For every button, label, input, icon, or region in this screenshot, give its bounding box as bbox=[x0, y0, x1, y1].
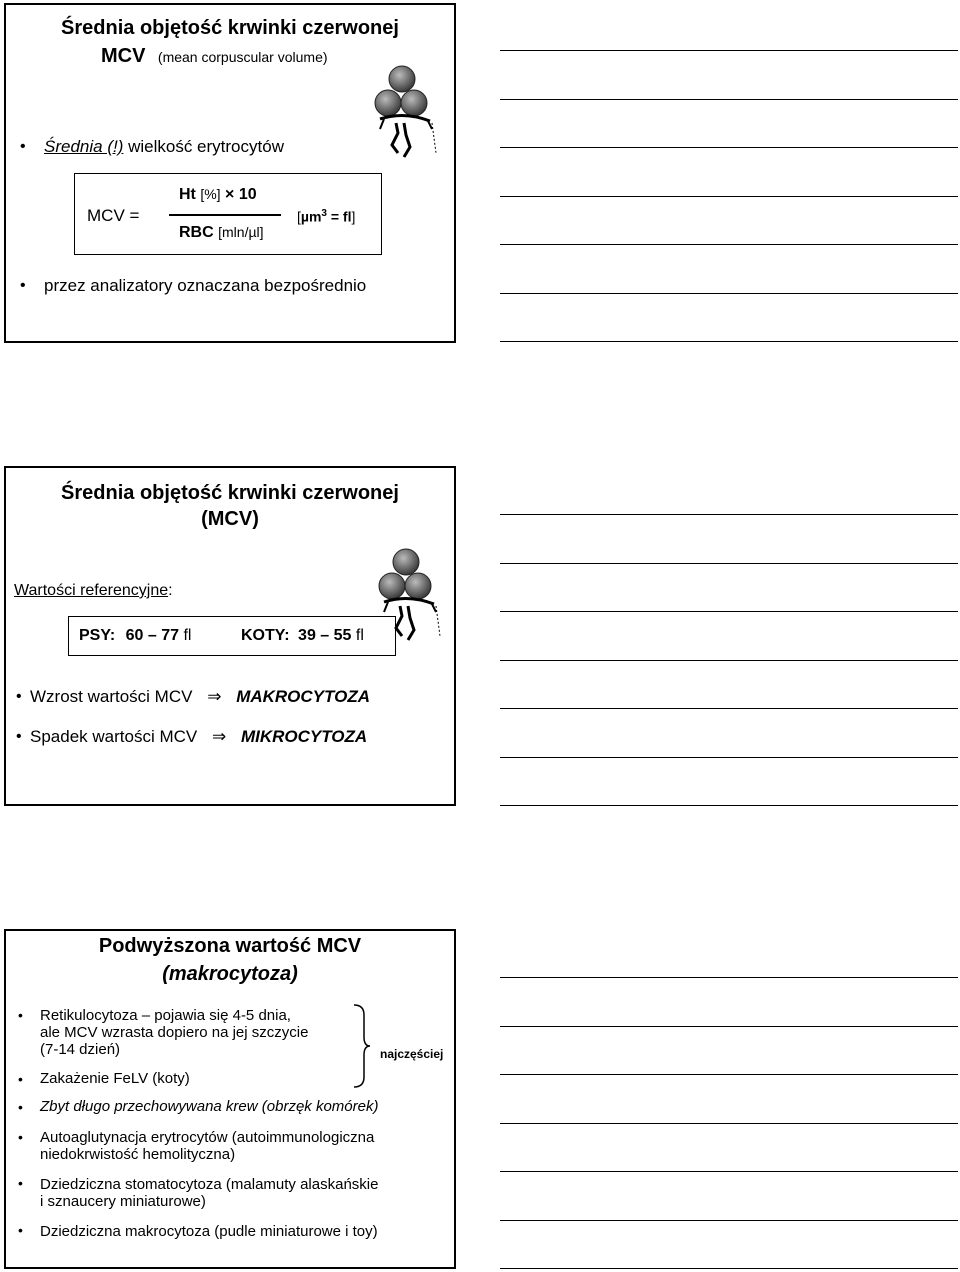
bullet-stored-blood: Zbyt długo przechowywana krew (obrzęk komórek) bbox=[40, 1098, 379, 1115]
bullet-analyzers: przez analizatory oznaczana bezpośrednio bbox=[44, 276, 367, 295]
bullet-marker: • bbox=[18, 1222, 23, 1238]
increase-text: Wzrost wartości MCV bbox=[30, 687, 193, 706]
reference-values-box bbox=[68, 616, 396, 656]
note-line bbox=[500, 341, 958, 342]
decrease-row bbox=[30, 727, 367, 747]
unit-open: [ bbox=[297, 208, 301, 225]
formula-rbc-unit: [mln/µl] bbox=[218, 224, 264, 240]
formula-denominator bbox=[179, 224, 264, 242]
macrocytosis-label: MAKROCYTOZA bbox=[236, 687, 370, 706]
formula-box bbox=[74, 173, 382, 255]
reticulocytosis-line-1: Retikulocytoza – pojawia się 4-5 dnia, bbox=[40, 1007, 291, 1024]
note-line bbox=[500, 1123, 958, 1124]
increase-row bbox=[30, 687, 370, 707]
note-line bbox=[500, 1171, 958, 1172]
formula-rbc: RBC bbox=[179, 224, 214, 241]
formula-lhs: MCV = bbox=[87, 206, 140, 225]
note-line bbox=[500, 1026, 958, 1027]
note-line bbox=[500, 244, 958, 245]
formula-numerator bbox=[179, 186, 257, 204]
rbc-illustration-icon bbox=[374, 63, 446, 163]
bullet-felv: Zakażenie FeLV (koty) bbox=[40, 1070, 190, 1087]
cat-unit: fl bbox=[355, 627, 364, 644]
bullet-average-size bbox=[44, 137, 284, 157]
note-line bbox=[500, 147, 958, 148]
reticulocytosis-line-3: (7-14 dzień) bbox=[40, 1041, 121, 1058]
mcv-full-name: (mean corpuscular volume) bbox=[157, 49, 328, 65]
note-line bbox=[500, 1268, 958, 1269]
bullet-marker: • bbox=[18, 1099, 23, 1115]
slide-subtitle bbox=[101, 45, 328, 68]
formula-unit bbox=[297, 208, 355, 225]
note-line bbox=[500, 293, 958, 294]
bullet-marker: • bbox=[20, 138, 26, 155]
dog-label: PSY: bbox=[79, 627, 116, 644]
decrease-text: Spadek wartości MCV bbox=[30, 727, 198, 746]
autoagglutination-line-2: niedokrwistość hemolityczna) bbox=[40, 1146, 236, 1163]
bullet-reticulocytosis bbox=[40, 1007, 308, 1058]
curly-brace-icon bbox=[352, 1003, 372, 1089]
dog-range: 60 – 77 bbox=[125, 627, 179, 644]
slide-title: Średnia objętość krwinki czerwonej bbox=[61, 17, 399, 39]
bullet-marker: • bbox=[18, 1071, 23, 1087]
dog-unit: fl bbox=[183, 627, 192, 644]
stomatocytosis-line-1: Dziedziczna stomatocytoza (malamuty alaskańskie bbox=[40, 1176, 379, 1193]
bullet-marker: • bbox=[20, 277, 26, 294]
note-line bbox=[500, 977, 958, 978]
bullet-hereditary-macrocytosis: Dziedziczna makrocytoza (pudle miniaturowe i toy) bbox=[40, 1223, 378, 1240]
note-line bbox=[500, 99, 958, 100]
unit-close: ] bbox=[351, 208, 356, 225]
unit-sup: 3 bbox=[321, 208, 327, 219]
reticulocytosis-line-2: ale MCV wzrasta dopiero na jej szczycie bbox=[40, 1024, 309, 1041]
reference-label-text: Wartości referencyjne bbox=[14, 582, 169, 599]
note-line bbox=[500, 611, 958, 612]
most-often-note: najczęściej bbox=[380, 1047, 444, 1061]
dog-reference bbox=[79, 627, 191, 645]
slide-2 bbox=[4, 466, 456, 806]
slide-title: Podwyższona wartość MCV bbox=[98, 935, 362, 957]
bullet-stomatocytosis bbox=[40, 1176, 378, 1210]
note-line bbox=[500, 1074, 958, 1075]
formula-times: × 10 bbox=[225, 186, 257, 203]
note-line bbox=[500, 196, 958, 197]
formula-ht-unit: [%] bbox=[200, 186, 221, 202]
note-line bbox=[500, 805, 958, 806]
reference-label-colon: : bbox=[168, 582, 173, 599]
slide-title-abbrev: (MCV) bbox=[201, 508, 259, 530]
autoagglutination-line-1: Autoaglutynacja erytrocytów (autoimmunologiczna bbox=[40, 1129, 375, 1146]
note-line bbox=[500, 1220, 958, 1221]
bullet-marker: • bbox=[16, 728, 22, 745]
bullet-autoagglutination bbox=[40, 1129, 374, 1163]
note-line bbox=[500, 708, 958, 709]
unit-fl: = fl bbox=[326, 208, 352, 225]
implies-arrow-icon: ⇒ bbox=[207, 687, 222, 706]
mcv-abbrev: MCV bbox=[101, 45, 146, 67]
formula-ht: Ht bbox=[179, 186, 196, 203]
slide-subtitle: (makrocytoza) bbox=[162, 963, 298, 985]
bullet-marker: • bbox=[18, 1175, 23, 1191]
note-line bbox=[500, 660, 958, 661]
average-rest: wielkość erytrocytów bbox=[123, 137, 284, 156]
slide-3 bbox=[4, 929, 456, 1269]
note-line bbox=[500, 757, 958, 758]
bullet-marker: • bbox=[18, 1129, 23, 1145]
cat-range: 39 – 55 bbox=[298, 627, 352, 644]
unit-um: µm bbox=[300, 208, 322, 225]
microcytosis-label: MIKROCYTOZA bbox=[240, 727, 368, 746]
average-underlined: Średnia (!) bbox=[44, 137, 124, 156]
reference-values-label bbox=[14, 582, 173, 600]
fraction-bar bbox=[169, 214, 281, 216]
bullet-marker: • bbox=[18, 1007, 23, 1023]
implies-arrow-icon: ⇒ bbox=[211, 727, 227, 746]
note-line bbox=[500, 514, 958, 515]
note-line bbox=[500, 563, 958, 564]
stomatocytosis-line-2: i sznaucery miniaturowe) bbox=[40, 1193, 206, 1210]
cat-reference bbox=[241, 627, 364, 645]
cat-label: KOTY: bbox=[241, 627, 290, 644]
note-line bbox=[500, 50, 958, 51]
slide-title: Średnia objętość krwinki czerwonej bbox=[61, 482, 399, 504]
bullet-marker: • bbox=[16, 688, 22, 705]
slide-1 bbox=[4, 3, 456, 343]
